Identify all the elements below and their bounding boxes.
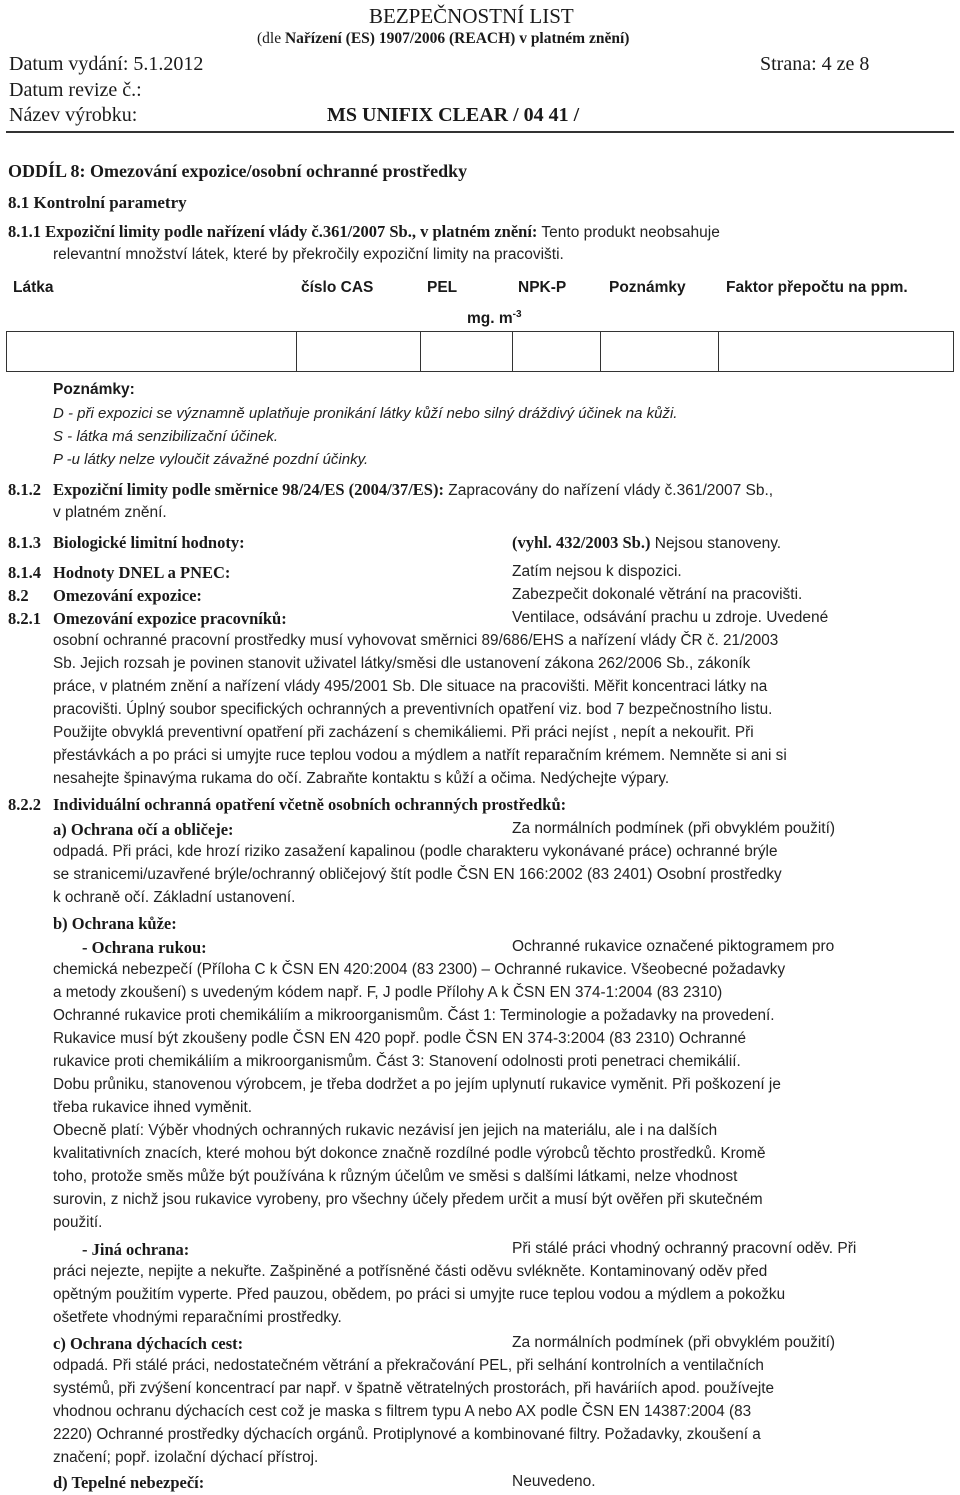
hand-protection-line: kvalitativních znacích, které mohou být dokonce značně rozdílné podle výrobců těchto prostředků. Kromě bbox=[53, 1145, 766, 1162]
section-8-1-3-number: 8.1.3 bbox=[8, 533, 41, 552]
section-8-1-3-value: (vyhl. 432/2003 Sb.) Nejsou stanoveny. bbox=[512, 533, 782, 552]
table-border bbox=[420, 331, 421, 372]
table-border bbox=[512, 331, 513, 372]
respiratory-protection-value: Za normálních podmínek (při obvyklém použití) bbox=[512, 1334, 836, 1351]
issue-date: Datum vydání: 5.1.2012 bbox=[9, 53, 204, 75]
hand-protection-line: Ochranné rukavice proti chemikáliím a mikroorganismům. Část 1: Terminologie a požadavky na provedení. bbox=[53, 1007, 775, 1024]
thermal-hazard-label: d) Tepelné nebezpečí: bbox=[53, 1473, 205, 1492]
section-8-1-4-number: 8.1.4 bbox=[8, 563, 41, 582]
other-protection-value: Při stálé práci vhodný ochranný pracovní oděv. Při bbox=[512, 1240, 857, 1257]
section-8-2-2-title: Individuální ochranná opatření včetně osobních ochranných prostředků: bbox=[53, 795, 567, 814]
thermal-hazard-value: Neuvedeno. bbox=[512, 1473, 596, 1490]
table-header-pel: PEL bbox=[427, 279, 458, 296]
table-header-substance: Látka bbox=[13, 279, 54, 296]
other-protection-line: ošetřete vhodnými reparačními prostředky. bbox=[53, 1309, 342, 1326]
respiratory-protection-line: odpadá. Při stálé práci, nedostatečném větrání a překračování PEL, při selhání kontrolních a ventilačních bbox=[53, 1357, 764, 1374]
section-8-2-1-line: Použijte obvyklá preventivní opatření při zacházení s chemikáliemi. Při práci nejíst , nepít a nekouřit. Při bbox=[53, 724, 754, 741]
respiratory-protection-line: systémů, při zvýšení koncentrací par např. v špatně větratelných prostorách, při haváriích apod. používejte bbox=[53, 1380, 775, 1397]
notes-title: Poznámky: bbox=[53, 381, 135, 398]
hand-protection-line: a metody zkoušení) s uvedeným kódem např. F, J podle Přílohy A k ČSN EN 374-1:2004 (83 2310) bbox=[53, 984, 723, 1001]
section-8-2-1-line: přestávkách a po práci si umyjte ruce teplou vodou a mýdlem a natřít reparačním krémem. Nemněte si ani si bbox=[53, 747, 787, 764]
section-8-2-1-number: 8.2.1 bbox=[8, 609, 41, 628]
section-8-1-2: Expoziční limity podle směrnice 98/24/ES (2004/37/ES): Zapracovány do nařízení vlády č.361/2007 Sb., bbox=[53, 480, 774, 499]
table-header-npk-p: NPK-P bbox=[518, 279, 567, 296]
hand-protection-line: Dobu průniku, stanovenou výrobcem, je třeba dodržet a po jejím uplynutí rukavice vyměnit. Při poškození je bbox=[53, 1076, 781, 1093]
eye-protection-line: se stranicemi/uzavřené brýle/ochranný obličejový štít podle ČSN EN 166:2002 (83 2401) Osobní prostředky bbox=[53, 866, 782, 883]
section-8-2-1-line: práce, v platném znění a nařízení vlády 495/2001 Sb. Dle situace na pracovišti. Měřit koncentraci látky na bbox=[53, 678, 768, 695]
table-header-notes: Poznámky bbox=[609, 279, 686, 296]
section-8-1-title: 8.1 Kontrolní parametry bbox=[8, 193, 187, 212]
table-header-cas: číslo CAS bbox=[301, 279, 374, 296]
eye-protection-value: Za normálních podmínek (při obvyklém použití) bbox=[512, 820, 836, 837]
hand-protection-label: - Ochrana rukou: bbox=[82, 938, 207, 957]
section-8-1-4-label: Hodnoty DNEL a PNEC: bbox=[53, 563, 231, 582]
hand-protection-value: Ochranné rukavice označené piktogramem pro bbox=[512, 938, 835, 955]
table-border bbox=[600, 331, 601, 372]
respiratory-protection-line: 2220) Ochranné prostředky dýchacích orgánů. Protiplynové a kombinované filtry. Požadavky, zkoušení a bbox=[53, 1426, 761, 1443]
section-8-2-1-value: Ventilace, odsávání prachu u zdroje. Uvedené bbox=[512, 609, 829, 626]
skin-protection-label: b) Ochrana kůže: bbox=[53, 914, 177, 933]
table-border bbox=[6, 331, 954, 332]
revision-date: Datum revize č.: bbox=[9, 79, 142, 101]
hand-protection-line: toho, protože směs může být používána k různým účelům ve směsi s dalšími látkami, nelze vhodnost bbox=[53, 1168, 738, 1185]
product-label: Název výrobku: bbox=[9, 104, 138, 126]
document-subtitle: (dle Nařízení (ES) 1907/2006 (REACH) v platném znění) bbox=[257, 30, 630, 47]
table-border bbox=[6, 331, 7, 372]
section-8-1-3-label: Biologické limitní hodnoty: bbox=[53, 533, 245, 552]
table-border bbox=[953, 331, 954, 372]
hand-protection-line: Rukavice musí být zkoušeny podle ČSN EN 420 popř. podle ČSN EN 374-3:2004 (83 2310) Ochranné bbox=[53, 1030, 746, 1047]
section-8-2-1-line: nesahejte špinavýma rukama do očí. Zabraňte kontaktu s kůží a očima. Nedýchejte výpary. bbox=[53, 770, 670, 787]
note-s: S - látka má senzibilizační účinek. bbox=[53, 428, 279, 445]
section-8-2-label: Omezování expozice: bbox=[53, 586, 202, 605]
hand-protection-line: chemická nebezpečí (Příloha C k ČSN EN 420:2004 (83 2300) – Ochranné rukavice. Všeobecné požadavky bbox=[53, 961, 786, 978]
table-border bbox=[718, 331, 719, 372]
header-divider bbox=[6, 131, 954, 133]
other-protection-line: opětným použitím vyperte. Před pauzou, obědem, po práci si umyjte ruce teplou vodou a mýdlem a pokožku bbox=[53, 1286, 786, 1303]
section-8-1-4-value: Zatím nejsou k dispozici. bbox=[512, 563, 682, 580]
section-8-2-value: Zabezpečit dokonalé větrání na pracovišti. bbox=[512, 586, 803, 603]
eye-protection-line: odpadá. Při práci, kde hrozí riziko zasažení kapalinou (podle charakteru vykonávané práce) ochranné brýle bbox=[53, 843, 778, 860]
eye-protection-label: a) Ochrana očí a obličeje: bbox=[53, 820, 234, 839]
section-8-2-1-line: pracovišti. Úplný soubor specifických ochranných a preventivních opatření viz. bod 7 bezpečnostního listu. bbox=[53, 701, 773, 718]
section-8-2-number: 8.2 bbox=[8, 586, 29, 605]
note-d: D - při expozici se významně uplatňuje pronikání látky kůží nebo silný dráždivý účinek na kůži. bbox=[53, 405, 678, 422]
respiratory-protection-line: značení; popř. izolační dýchací přístroj. bbox=[53, 1449, 319, 1466]
hand-protection-line: Obecně platí: Výběr vhodných ochranných rukavic nezávisí jen jejich na materiálu, ale i na dalších bbox=[53, 1122, 718, 1139]
other-protection-line: práci nejezte, nepijte a nekuřte. Zašpiněné a potřísněné části oděvu svlékněte. Kontaminovaný oděv před bbox=[53, 1263, 768, 1280]
section-8-1-1-line2: relevantní množství látek, které by překročily expoziční limity na pracovišti. bbox=[53, 246, 564, 263]
document-title: BEZPEČNOSTNÍ LIST bbox=[369, 4, 574, 28]
respiratory-protection-label: c) Ochrana dýchacích cest: bbox=[53, 1334, 244, 1353]
table-header-ppm-factor: Faktor přepočtu na ppm. bbox=[726, 279, 908, 296]
hand-protection-line: rukavice proti chemikáliím a mikroorganismům. Část 3: Stanovení odolnosti proti penetraci chemikálií. bbox=[53, 1053, 741, 1070]
section-8-2-1-line: osobní ochranné pracovní prostředky musí vyhovovat směrnici 89/686/EHS a nařízení vlády ČR č. 21/2003 bbox=[53, 632, 779, 649]
page-info: Strana: 4 ze 8 bbox=[760, 53, 870, 75]
table-unit: mg. $m^{-3}$ bbox=[467, 309, 522, 328]
respiratory-protection-line: vhodnou ochranu dýchacích cest což je maska s filtrem typu A nebo AX podle ČSN EN 14387:2004 (83 bbox=[53, 1403, 752, 1420]
section-8-1-2-line2: v platném znění. bbox=[53, 504, 167, 521]
section-8-1-1: 8.1.1 Expoziční limity podle nařízení vlády č.361/2007 Sb., v platném znění: Tento produkt neobsahuje bbox=[8, 222, 720, 241]
table-border bbox=[6, 371, 954, 372]
section-8-2-1-line: Sb. Jejich rozsah je povinen stanovit uživatel látky/směsi dle ustanovení zákona 262/2006 Sb., zákoník bbox=[53, 655, 751, 672]
section-8-1-2-number: 8.1.2 bbox=[8, 480, 41, 499]
other-protection-label: - Jiná ochrana: bbox=[82, 1240, 190, 1259]
section-8-2-2-number: 8.2.2 bbox=[8, 795, 41, 814]
hand-protection-line: surovin, z nichž jsou rukavice vyrobeny, pro všechny účely předem určit a musí být ověřen při skutečném bbox=[53, 1191, 763, 1208]
hand-protection-line: třeba rukavice ihned vyměnit. bbox=[53, 1099, 252, 1116]
section-8-title: ODDÍL 8: Omezování expozice/osobní ochranné prostředky bbox=[8, 161, 468, 181]
product-name: MS UNIFIX CLEAR / 04 41 / bbox=[327, 104, 580, 126]
note-p: P -u látky nelze vyloučit závažné pozdní účinky. bbox=[53, 451, 369, 468]
section-8-2-1-label: Omezování expozice pracovníků: bbox=[53, 609, 287, 628]
eye-protection-line: k ochraně očí. Základní ustanovení. bbox=[53, 889, 296, 906]
table-border bbox=[296, 331, 297, 372]
hand-protection-line: použití. bbox=[53, 1214, 103, 1231]
